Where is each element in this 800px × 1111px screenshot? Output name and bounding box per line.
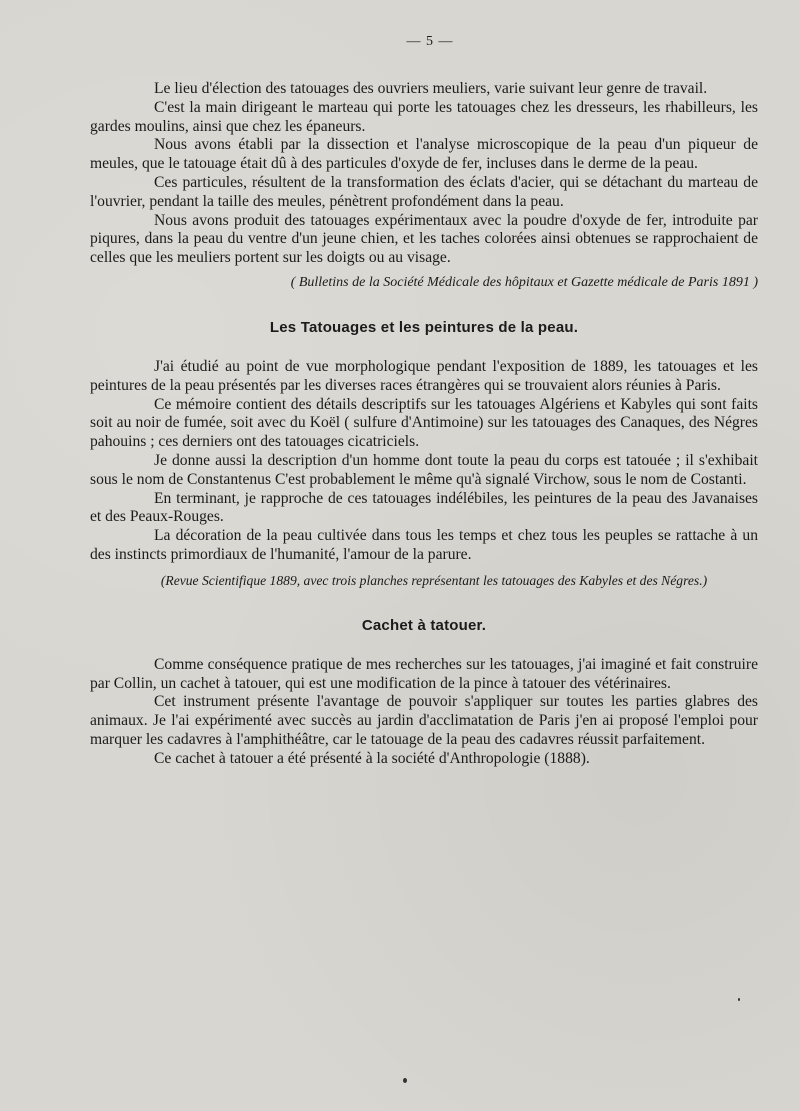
ink-speck (738, 998, 740, 1001)
paragraph: La décoration de la peau cultivée dans tous les temps et chez tous les peuples se rattache à un des instincts primordiaux de l'humanité, l'amour de la parure. (90, 527, 758, 563)
paragraph: En terminant, je rapproche de ces tatouages indélébiles, les peintures de la peau des Javanaises et des Peaux-Rouges. (90, 489, 758, 526)
paragraph: Nous avons établi par la dissection et l'analyse microscopique de la peau d'un piqueur de meules, que le tatouage était dû à des particules d'oxyde de fer, incluses dans le derme de la peau. (90, 136, 758, 173)
paragraph: Le lieu d'élection des tatouages des ouvriers meuliers, varie suivant leur genre de travail. (154, 80, 708, 97)
paragraph: Comme conséquence pratique de mes recherches sur les tatouages, j'ai imaginé et fait construire par Collin, un cachet à tatouer, qui est une modification de la pince à tatouer des vétérinaires. (90, 655, 758, 692)
ink-speck (403, 1078, 407, 1083)
section-cachet (90, 656, 758, 769)
page-number: — 5 — (406, 34, 454, 49)
paragraph: Nous avons produit des tatouages expérimentaux avec la poudre d'oxyde de fer, introduite par piqures, dans la peau du ventre d'un jeune chien, et les taches colorées ainsi obtenues se rapprochaient de celles que les meuliers portent sur les doigts ou au visage. (90, 211, 758, 267)
citation: ( Bulletins de la Société Médicale des hôpitaux et Gazette médicale de Paris 1891 ) (290, 274, 758, 290)
paragraph: Ce cachet à tatouer a été présenté à la société d'Anthropologie (1888). (154, 749, 590, 767)
paragraph: Je donne aussi la description d'un homme dont toute la peau du corps est tatouée ; il s'exhibait sous le nom de Constantenus C'est probablement le même qu'à signalé Virchow, sous le nom de Costanti. (90, 451, 758, 488)
paragraph: Ce mémoire contient des détails descriptifs sur les tatouages Algériens et Kabyles qui sont faits soit au noir de fumée, soit avec du Koël ( sulfure d'Antimoine) sur les tatouages des Canaques, des Négres pahouins ; ces derniers ont des tatouages cicatriciels. (90, 395, 758, 451)
citation: (Revue Scientifique 1889, avec trois planches représentant les tatouages des Kabyles et des Négres.) (160, 572, 708, 588)
paragraph: C'est la main dirigeant le marteau qui porte les tatouages chez les dresseurs, les rhabilleurs, les gardes moulins, ainsi que chez les épaneurs. (90, 98, 758, 135)
section-tatouages (90, 358, 758, 589)
paragraph: J'ai étudié au point de vue morphologique pendant l'exposition de 1889, les tatouages et les peintures de la peau présentés par les diverses races étrangères qui se trouvaient alors réunies à Paris. (90, 357, 758, 394)
paragraph: Cet instrument présente l'avantage de pouvoir s'appliquer sur toutes les parties glabres des animaux. Je l'ai expérimenté avec succès au jardin d'acclimatation de Paris j'en ai proposé l'emploi pour marquer les cadavres à l'amphithéâtre, car le tatouage de la peau des cadavres réussit parfaitement. (90, 693, 758, 748)
paragraph: Ces particules, résultent de la transformation des éclats d'acier, qui se détachant du marteau de l'ouvrier, pendant la taille des meules, pénètrent profondément dans la peau. (90, 173, 758, 210)
section-heading: Les Tatouages et les peintures de la peau. (269, 318, 579, 336)
section-heading: Cachet à tatouer. (361, 616, 487, 634)
section-meuliers (90, 80, 758, 291)
